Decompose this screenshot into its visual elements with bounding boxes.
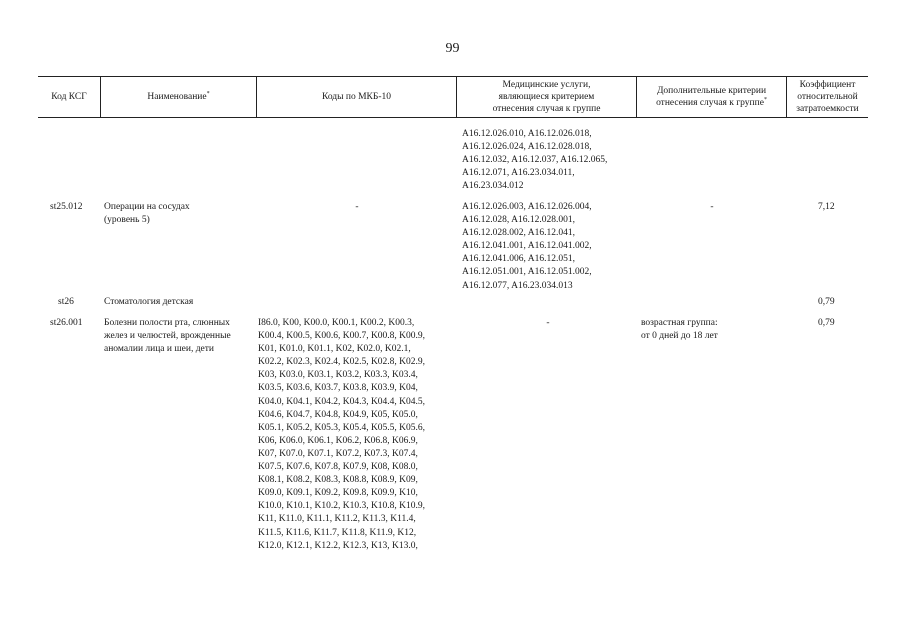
header-mkb [256, 77, 456, 117]
service-code-line: A16.12.071, A16.23.034.011, [462, 168, 575, 179]
header-coef [786, 77, 868, 117]
service-code-line: A16.12.051.001, A16.12.051.002, [462, 267, 592, 278]
mkb-code-line: K08.1, K08.2, K08.3, K08.8, K08.9, K09, [258, 475, 418, 486]
mkb-code-line: K09.0, K09.1, K09.2, K09.8, K09.9, K10, [258, 488, 418, 499]
header-name-footnote-mark: * [206, 91, 210, 97]
mkb-code-line: K04.0, K04.1, K04.2, K04.3, K04.4, K04.5, [258, 396, 426, 407]
name-line: (уровень 5) [104, 215, 150, 226]
header-extra [636, 77, 786, 117]
row-st25-012-services [462, 201, 592, 293]
mkb-code-line: K10.0, K10.1, K10.2, K10.3, K10.8, K10.9, [258, 501, 426, 512]
mkb-code-line: K02.2, K02.3, K02.4, K02.5, K02.8, K02.9, [258, 357, 426, 368]
mkb-code-line: K11.5, K11.6, K11.7, K11.8, K11.9, K12, [258, 527, 417, 538]
header-mkb-label: Коды по МКБ-10 [321, 92, 392, 102]
row-st26-001-mkb [258, 317, 425, 553]
mkb-code-line: K11, K11.0, K11.1, K11.2, K11.3, K11.4, [258, 514, 416, 525]
row-st26-coef: 0,79 [818, 297, 835, 307]
name-line: Операции на сосудах [104, 202, 190, 212]
row-st25-012-extra: - [710, 202, 714, 212]
row-st25-012-code: st25.012 [50, 202, 83, 212]
mkb-code-line: K04.6, K04.7, K04.8, K04.9, K05, K05.0, [258, 409, 418, 420]
mkb-code-line: K12.0, K12.1, K12.2, K12.3, K13, K13.0, [258, 540, 418, 551]
page-number: 99 [445, 41, 460, 56]
service-code-line: A16.12.032, A16.12.037, A16.12.065, [462, 155, 608, 166]
header-coef-line: относительной [797, 92, 858, 102]
mkb-code-line: K06, K06.0, K06.1, K06.2, K06.8, K06.9, [258, 435, 418, 446]
row-st25-012-name [104, 201, 190, 227]
row-st26-name: Стоматология детская [104, 297, 194, 307]
mkb-code-line: K03.5, K03.6, K03.7, K03.8, K03.9, K04, [258, 383, 418, 394]
service-code-line: A16.12.041.006, A16.12.051, [462, 254, 575, 265]
header-extra-line: отнесения случая к группе* [656, 97, 767, 108]
mkb-code-line: K00.4, K00.5, K00.6, K00.7, K00.8, K00.9, [258, 331, 426, 342]
header-name-label: Наименование* [147, 91, 210, 102]
row-st26-001-coef: 0,79 [818, 318, 835, 328]
service-code-line: A16.12.026.024, A16.12.028.018, [462, 142, 592, 153]
mkb-code-line: K01, K01.0, K01.1, K02, K02.0, K02.1, [258, 344, 411, 355]
header-coef-line: затратоемкости [796, 104, 859, 114]
header-extra-footnote-mark: * [763, 97, 767, 103]
row-st26-001-services: - [546, 318, 550, 328]
continuation-services-cell [462, 128, 607, 193]
header-services-line: являющиеся критерием [498, 92, 595, 102]
service-code-line: A16.12.028, A16.12.028.001, [462, 215, 575, 226]
service-code-line: A16.12.041.001, A16.12.041.002, [462, 241, 592, 252]
header-code-label: Код КСГ [51, 92, 87, 102]
mkb-code-line: K07, K07.0, K07.1, K07.2, K07.3, K07.4, [258, 448, 418, 459]
name-line: желез и челюстей, врожденные [104, 331, 231, 342]
service-code-line: A16.12.077, A16.23.034.013 [462, 280, 573, 291]
row-st25-012-coef: 7,12 [818, 202, 835, 212]
name-line: Болезни полости рта, слюнных [104, 318, 230, 328]
row-st26-001-code: st26.001 [50, 318, 83, 328]
extra-criteria-line: от 0 дней до 18 лет [641, 331, 718, 342]
name-line: аномалии лица и шеи, дети [104, 344, 215, 355]
row-st25-012-mkb: - [355, 202, 359, 212]
service-code-line: A16.12.026.003, A16.12.026.004, [462, 202, 592, 212]
table-header [38, 76, 868, 118]
header-services [456, 77, 636, 117]
service-code-line: A16.12.028.002, A16.12.041, [462, 228, 575, 239]
extra-criteria-line: возрастная группа: [641, 318, 718, 328]
header-services-line: Медицинские услуги, [502, 80, 591, 90]
mkb-code-line: K05.1, K05.2, K05.3, K05.4, K05.5, K05.6, [258, 422, 426, 433]
service-code-line: A16.23.034.012 [462, 181, 524, 192]
mkb-code-line: I86.0, K00, K00.0, K00.1, K00.2, K00.3, [258, 318, 415, 328]
header-code [38, 77, 100, 117]
row-st26-code: st26 [58, 297, 74, 307]
service-code-line: A16.12.026.010, A16.12.026.018, [462, 129, 592, 139]
mkb-code-line: K07.5, K07.6, K07.8, K07.9, K08, K08.0, [258, 462, 418, 473]
row-st26-001-name [104, 317, 231, 356]
header-name [100, 77, 256, 117]
header-services-line: отнесения случая к группе [492, 104, 601, 114]
mkb-code-line: K03, K03.0, K03.1, K03.2, K03.3, K03.4, [258, 370, 418, 381]
header-coef-line: Коэффициент [799, 80, 856, 90]
row-st26-001-extra [641, 317, 718, 343]
header-extra-line: Дополнительные критерии [656, 86, 767, 96]
